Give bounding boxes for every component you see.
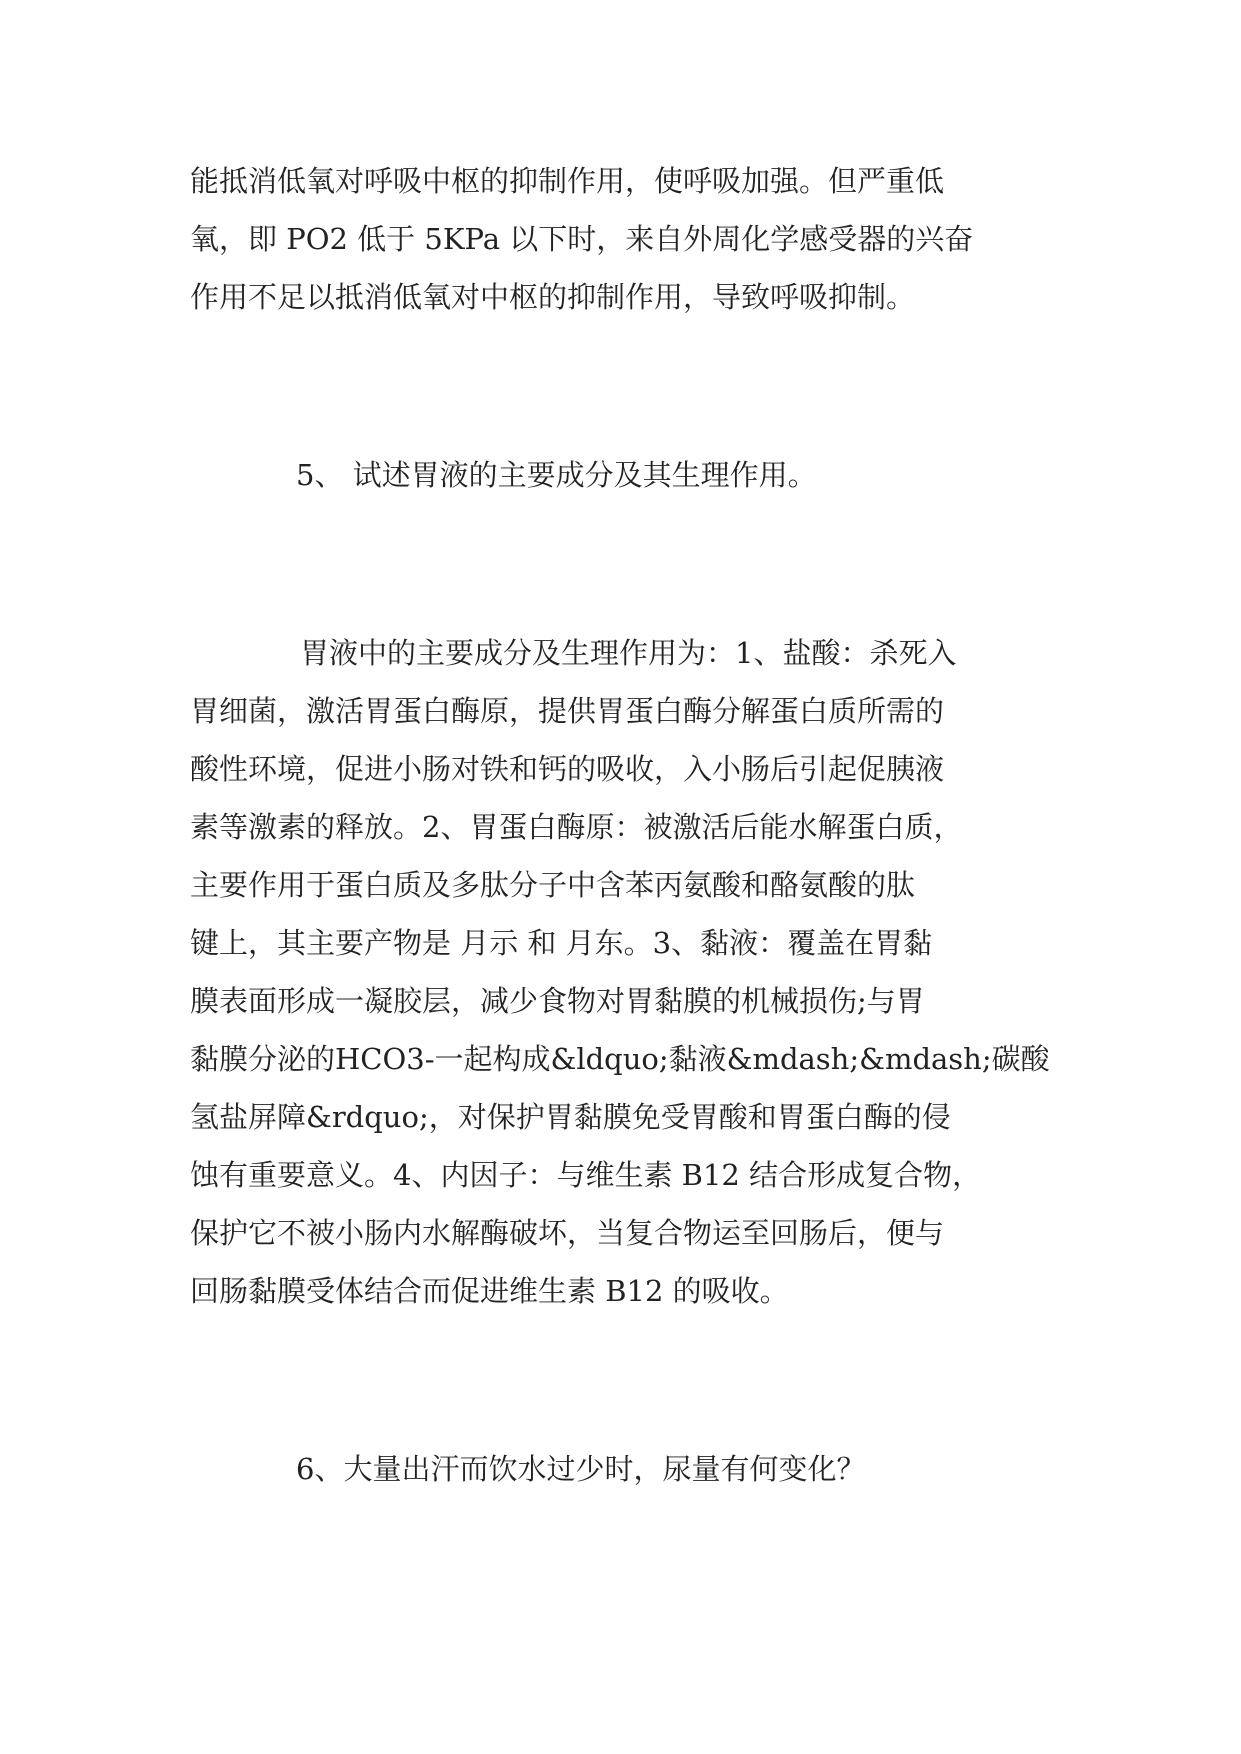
paragraph-1-line-3: 作用不足以抵消低氧对中枢的抑制作用，导致呼吸抑制。: [190, 280, 916, 314]
question-5-heading: 5、 试述胃液的主要成分及其生理作用。: [296, 458, 817, 492]
answer-5-line-9: 氢盐屏障&rdquo;，对保护胃黏膜免受胃酸和胃蛋白酶的侵: [190, 1100, 951, 1134]
answer-5-line-6: 键上，其主要产物是 月示 和 月东。3、黏液：覆盖在胃黏: [190, 926, 933, 960]
answer-5-line-4: 素等激素的释放。2、胃蛋白酶原：被激活后能水解蛋白质，: [190, 810, 963, 844]
answer-5-line-12: 回肠黏膜受体结合而促进维生素 B12 的吸收。: [190, 1274, 789, 1308]
paragraph-1-line-2: 氧，即 PO2 低于 5KPa 以下时，来自外周化学感受器的兴奋: [190, 222, 974, 256]
answer-5-line-5: 主要作用于蛋白质及多肽分子中含苯丙氨酸和酪氨酸的肽: [190, 868, 916, 902]
answer-5-line-1: 胃液中的主要成分及生理作用为：1、盐酸：杀死入: [300, 636, 957, 670]
answer-5-line-10: 蚀有重要意义。4、内因子：与维生素 B12 结合形成复合物，: [190, 1158, 982, 1192]
answer-5-line-2: 胃细菌，激活胃蛋白酶原，提供胃蛋白酶分解蛋白质所需的: [190, 694, 945, 728]
answer-5-line-7: 膜表面形成一凝胶层，减少食物对胃黏膜的机械损伤;与胃: [190, 984, 925, 1018]
paragraph-1-line-1: 能抵消低氧对呼吸中枢的抑制作用，使呼吸加强。但严重低: [190, 164, 945, 198]
answer-5-line-11: 保护它不被小肠内水解酶破坏，当复合物运至回肠后，便与: [190, 1216, 945, 1250]
answer-5-line-8: 黏膜分泌的HCO3-一起构成&ldquo;黏液&mdash;&mdash;碳酸: [190, 1042, 1050, 1076]
answer-5-line-3: 酸性环境，促进小肠对铁和钙的吸收，入小肠后引起促胰液: [190, 752, 945, 786]
question-6-heading: 6、大量出汗而饮水过少时，尿量有何变化？: [296, 1452, 866, 1486]
